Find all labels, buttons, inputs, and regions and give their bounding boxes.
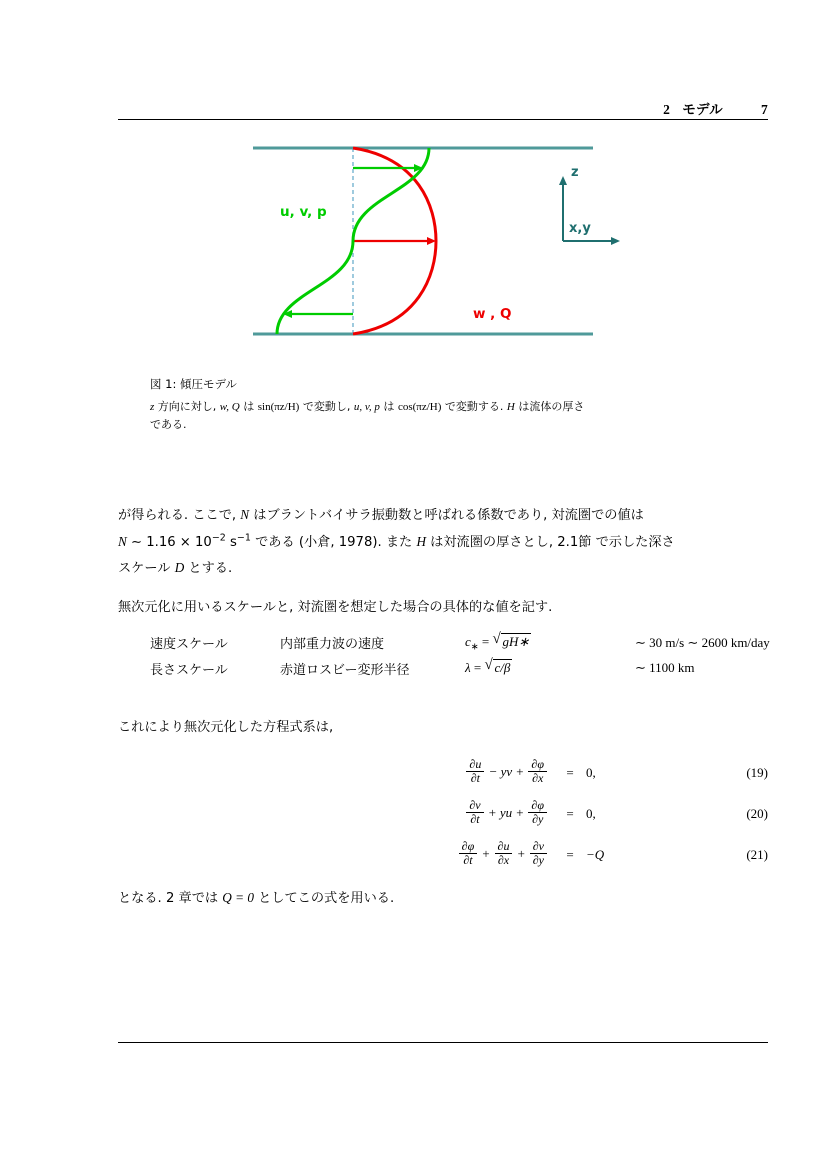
p1-sym-D: D: [174, 560, 185, 576]
frac-den: ∂t: [459, 853, 478, 867]
scale-formula-2: [465, 656, 635, 682]
caption-t6: は流体の厚さ: [514, 399, 585, 413]
frac-den: ∂t: [466, 812, 483, 826]
caption-line2: である.: [150, 418, 187, 432]
p5-c: としてこの式を用いる.: [253, 891, 395, 906]
p5-formula: Q = 0: [222, 890, 254, 905]
scale-sub-1: ∗: [470, 642, 479, 653]
caption-cos: cos(πz/H): [397, 400, 442, 413]
equation-21-equals: =: [566, 846, 574, 862]
p1-exp2: −1: [236, 532, 251, 544]
frac-num: ∂φ: [531, 797, 544, 812]
caption-t2: は: [239, 399, 258, 413]
equation-20: [118, 793, 768, 834]
p1-s4: は対流圏の厚さとし, 2.1節 で示した深さ: [425, 534, 675, 550]
caption-t3: で変動し,: [299, 399, 354, 413]
frac-den: ∂y: [530, 853, 547, 867]
frac-den: ∂x: [495, 853, 513, 867]
p1-sym-H: H: [416, 533, 426, 549]
scale-radicand-2: c/β: [494, 659, 511, 675]
page-number: 7: [760, 102, 768, 117]
equation-19-rhs: 0,: [586, 764, 596, 780]
header-section-title: モデル: [682, 102, 723, 118]
frac-dphi-dy: [528, 799, 547, 827]
equation-20-equals: =: [566, 805, 574, 821]
frac-dphi-dx: [528, 758, 547, 786]
header-section-number: 2: [663, 102, 671, 117]
scale-eq-2: =: [473, 659, 482, 675]
axis-z-head: [559, 176, 567, 185]
frac-du-dt: [466, 758, 484, 786]
frac-num: ∂u: [469, 756, 482, 771]
figure-graphic: [233, 136, 653, 351]
caption-sin: sin(πz/H): [257, 400, 300, 413]
figure-baroclinic-model: [118, 136, 768, 361]
caption-sym-H: H: [506, 400, 515, 413]
paragraph-5: [118, 885, 768, 912]
p5-a: となる. 2 章では: [118, 891, 223, 906]
eq19-mid1: − yv +: [485, 763, 528, 779]
equation-21-lhs: [118, 838, 558, 869]
caption-t5: で変動する.: [441, 399, 507, 413]
scale-name-1: 速度スケール: [150, 637, 228, 653]
frac-den: ∂y: [528, 812, 547, 826]
p1-s6: とする.: [184, 561, 233, 577]
p1-sym-N: N: [240, 507, 250, 522]
scale-value-1: ∼ 30 m/s ∼ 2600 km/day: [635, 634, 770, 650]
axis-label-z: z: [571, 165, 579, 180]
paragraph-3: これにより無次元化した方程式系は,: [118, 720, 334, 735]
caption-sym-uvp: u, v, p: [353, 400, 380, 413]
figure-caption-body: [150, 398, 750, 435]
footer-rule: [118, 1042, 768, 1043]
caption-t1: 方向に対し,: [154, 399, 220, 413]
table-row: [150, 630, 770, 656]
frac-den: ∂x: [528, 771, 547, 785]
page-header: [118, 98, 768, 118]
eq21-mid1: +: [478, 845, 494, 861]
scale-sym-1: c: [465, 634, 471, 649]
caption-sym-z: z: [150, 400, 155, 413]
scale-sqrt-2: [484, 659, 512, 676]
frac-du-dx: [495, 840, 513, 868]
equation-21: [118, 834, 768, 875]
scale-desc-1: 内部重力波の速度: [280, 637, 385, 653]
frac-den: ∂t: [466, 771, 484, 785]
scale-sqrt-1: [492, 633, 531, 650]
equation-19-number: (19): [746, 764, 768, 780]
p1-s3b: ∼ 1.16 × 10: [126, 534, 212, 550]
frac-dv-dy: [530, 840, 547, 868]
frac-dv-dt: [466, 799, 483, 827]
eq20-mid1: + yu +: [484, 804, 528, 820]
paragraph-2: 無次元化に用いるスケールと, 対流圏を想定した場合の具体的な値を記す.: [118, 600, 553, 615]
caption-t4: は: [379, 399, 398, 413]
frac-dphi-dt: [459, 840, 478, 868]
frac-num: ∂u: [497, 838, 510, 853]
equation-20-number: (20): [746, 805, 768, 821]
equation-21-number: (21): [746, 846, 768, 862]
p1-s3d: s: [225, 534, 237, 550]
p1-sym-N2: N: [118, 533, 127, 549]
p1-s2: はブラントバイサラ振動数と呼ばれる係数であり, 対流圏での値は: [249, 508, 644, 523]
frac-num: ∂v: [469, 797, 481, 812]
scales-table: [150, 630, 770, 681]
scale-formula-1: [465, 630, 635, 656]
paragraph-1: [118, 502, 768, 582]
label-u-v-p: u, v, p: [280, 204, 327, 220]
p1-exp1: −2: [211, 532, 226, 544]
axis-xy-head: [611, 237, 620, 245]
eq21-mid2: +: [513, 845, 529, 861]
equation-21-rhs: −Q: [586, 846, 605, 862]
scale-radicand-1: gH∗: [502, 634, 530, 649]
equation-19-equals: =: [566, 764, 574, 780]
equation-19-lhs: [118, 756, 558, 787]
equation-19: [118, 752, 768, 793]
table-row: [150, 656, 770, 682]
p1-s3f: である (小倉, 1978). また: [250, 534, 417, 550]
scale-eq-1: =: [481, 634, 490, 649]
axis-label-xy: x,y: [569, 221, 591, 236]
p1-s5: スケール: [118, 561, 175, 577]
scale-value-2: ∼ 1100 km: [635, 660, 695, 676]
equation-block: [118, 752, 768, 875]
frac-num: ∂φ: [531, 756, 544, 771]
equation-20-rhs: 0,: [586, 805, 596, 821]
figure-caption-label: 図 1: 傾圧モデル: [150, 377, 237, 391]
caption-sym-wq: w, Q: [219, 400, 240, 413]
scale-sym-2: λ: [465, 659, 471, 675]
header-rule: [118, 119, 768, 120]
scale-name-2: 長さスケール: [150, 662, 228, 678]
scale-desc-2: 赤道ロスビー変形半径: [280, 662, 410, 678]
equation-20-lhs: [118, 797, 558, 828]
figure-caption: [150, 375, 750, 434]
frac-num: ∂φ: [461, 838, 475, 853]
label-w-Q: w , Q: [473, 306, 512, 322]
p1-s1: が得られる. ここで,: [118, 508, 241, 523]
frac-num: ∂v: [532, 838, 544, 853]
